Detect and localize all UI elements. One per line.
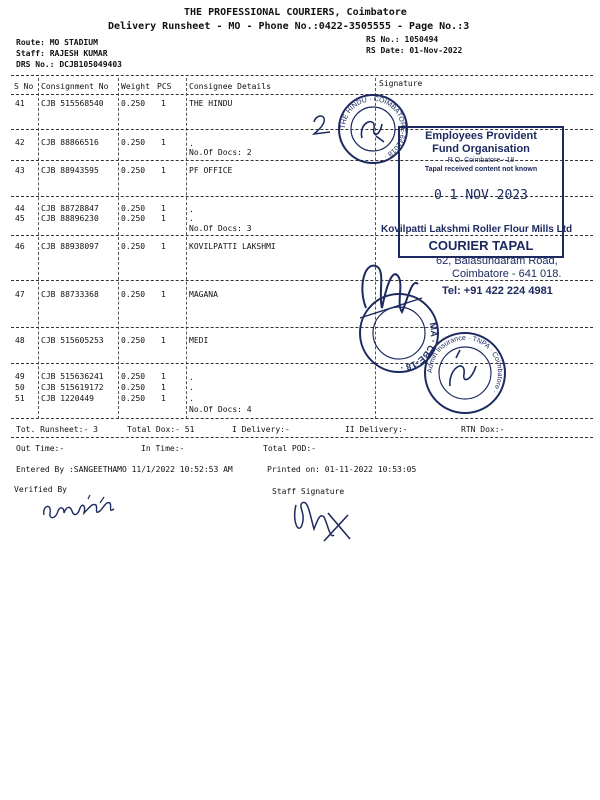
pf-date: 0 1 NOV 2023 bbox=[434, 188, 528, 203]
row-weight: 0.250 bbox=[121, 166, 146, 175]
drs-number: DRS No.: DCJB105049403 bbox=[16, 60, 122, 69]
row-sno: 43 bbox=[15, 166, 25, 175]
row-consignee: MAGANA bbox=[189, 290, 218, 299]
rule-bottom bbox=[11, 418, 593, 419]
company-name: THE PROFESSIONAL COURIERS, Coimbatore bbox=[184, 7, 407, 18]
row-weight: 0.250 bbox=[121, 214, 146, 223]
rule-top bbox=[11, 75, 593, 76]
col-header-sno: S No bbox=[14, 82, 34, 91]
row-weight: 0.250 bbox=[121, 394, 146, 403]
col-header-consignee: Consignee Details bbox=[189, 82, 271, 91]
row-pcs: 1 bbox=[161, 336, 166, 345]
rs-number: RS No.: 1050494 bbox=[366, 35, 439, 44]
row-weight: 0.250 bbox=[121, 99, 146, 108]
pf-line1: Employees Provident bbox=[425, 130, 537, 142]
row-pcs: 1 bbox=[161, 204, 166, 213]
rtn-dox: RTN Dox:- bbox=[461, 425, 505, 434]
ma-stamp-ring-text: MA · CBE-18 · bbox=[399, 321, 440, 373]
row-consignee: THE HINDU bbox=[189, 99, 233, 108]
lakshmi-line1: Kovilpatti Lakshmi Roller Flour Mills Ltd bbox=[381, 224, 573, 235]
row-weight: 0.250 bbox=[121, 204, 146, 213]
total-runsheet: Tot. Runsheet:- 3 bbox=[16, 425, 98, 434]
row-consignment: CJB 1220449 bbox=[41, 394, 94, 403]
row-consignee: . bbox=[189, 373, 194, 382]
row-consignment: CJB 88728847 bbox=[41, 204, 99, 213]
pf-line4: Tapal received content not known bbox=[424, 166, 538, 173]
staff-signature-label: Staff Signature bbox=[272, 487, 345, 496]
row-weight: 0.250 bbox=[121, 336, 146, 345]
out-time: Out Time:- bbox=[16, 444, 65, 453]
lakshmi-line4: Tel: +91 422 224 4981 bbox=[442, 285, 553, 297]
row-consignment: CJB 515619172 bbox=[41, 383, 104, 392]
row-pcs: 1 bbox=[161, 383, 166, 392]
docs-count: No.Of Docs: 4 bbox=[189, 405, 252, 414]
row-consignee: . bbox=[189, 383, 194, 392]
row-sno: 47 bbox=[15, 290, 25, 299]
entered-by: Entered By :SANGEETHAMO 11/1/2022 10:52:53 AM bbox=[16, 465, 233, 474]
row-sno: 41 bbox=[15, 99, 25, 108]
row-consignee: . bbox=[189, 205, 194, 214]
row-sno: 48 bbox=[15, 336, 25, 345]
total-dox: Total Dox:- 51 bbox=[127, 425, 195, 434]
pf-bottom: COURIER TAPAL bbox=[428, 238, 534, 253]
handwritten-mark bbox=[310, 112, 340, 138]
row-consignment: CJB 515636241 bbox=[41, 372, 104, 381]
row-consignee: . bbox=[189, 394, 194, 403]
row-sno: 45 bbox=[15, 214, 25, 223]
verifier-signature bbox=[40, 493, 140, 528]
pf-line2: Fund Organisation bbox=[432, 143, 530, 155]
row-weight: 0.250 bbox=[121, 138, 146, 147]
row-pcs: 1 bbox=[161, 138, 166, 147]
row-weight: 0.250 bbox=[121, 372, 146, 381]
ii-delivery: II Delivery:- bbox=[345, 425, 408, 434]
row-rule bbox=[11, 280, 593, 281]
row-consignee: KOVILPATTI LAKSHMI bbox=[189, 242, 276, 251]
pf-office-stamp bbox=[398, 126, 564, 258]
row-consignment: CJB 88938097 bbox=[41, 242, 99, 251]
hindu-stamp-ring-text: THE HINDU · COIMBATORE-641018 · bbox=[339, 95, 407, 160]
lakshmi-line2: 62, Balasundaram Road, bbox=[436, 255, 558, 267]
row-weight: 0.250 bbox=[121, 290, 146, 299]
printed-on: Printed on: 01-11-2022 10:53:05 bbox=[267, 465, 417, 474]
row-pcs: 1 bbox=[161, 214, 166, 223]
row-sno: 42 bbox=[15, 138, 25, 147]
staff: Staff: RAJESH KUMAR bbox=[16, 49, 108, 58]
docs-count: No.Of Docs: 2 bbox=[189, 148, 252, 157]
row-pcs: 1 bbox=[161, 99, 166, 108]
row-consignee: . bbox=[189, 214, 194, 223]
row-consignment: CJB 88943595 bbox=[41, 166, 99, 175]
row-pcs: 1 bbox=[161, 394, 166, 403]
row-sno: 50 bbox=[15, 383, 25, 392]
row-weight: 0.250 bbox=[121, 383, 146, 392]
rs-date: RS Date: 01-Nov-2022 bbox=[366, 46, 463, 55]
row-sno: 46 bbox=[15, 242, 25, 251]
row-consignment: CJB 88733368 bbox=[41, 290, 99, 299]
insurance-stamp bbox=[420, 328, 510, 418]
col-header-pcs: PCS bbox=[157, 82, 172, 91]
rule-totals bbox=[11, 437, 593, 438]
row-pcs: 1 bbox=[161, 372, 166, 381]
lakshmi-line3: Coimbatore - 641 018. bbox=[452, 268, 562, 280]
runsheet-title: Delivery Runsheet - MO - Phone No.:0422-3505555 - Page No.:3 bbox=[108, 21, 470, 32]
pf-line3: R.O. Coimbatore - 18 bbox=[447, 157, 515, 164]
row-weight: 0.250 bbox=[121, 242, 146, 251]
row-sno: 49 bbox=[15, 372, 25, 381]
row-consignee: MEDI bbox=[189, 336, 209, 345]
row-pcs: 1 bbox=[161, 242, 166, 251]
col-header-consignment: Consignment No bbox=[41, 82, 109, 91]
staff-signature bbox=[288, 495, 358, 545]
col-header-signature: Signature bbox=[379, 79, 423, 88]
row-sno: 44 bbox=[15, 204, 25, 213]
row-pcs: 1 bbox=[161, 166, 166, 175]
in-time: In Time:- bbox=[141, 444, 185, 453]
route: Route: MO STADIUM bbox=[16, 38, 98, 47]
row-consignment: CJB 515605253 bbox=[41, 336, 104, 345]
col-header-weight: Weight bbox=[121, 82, 150, 91]
total-pod: Total POD:- bbox=[263, 444, 316, 453]
verified-by-label: Verified By bbox=[14, 485, 67, 494]
row-consignment: CJB 88896230 bbox=[41, 214, 99, 223]
i-delivery: I Delivery:- bbox=[232, 425, 290, 434]
row-consignee: . bbox=[189, 139, 194, 148]
docs-count: No.Of Docs: 3 bbox=[189, 224, 252, 233]
row-consignment: CJB 88866516 bbox=[41, 138, 99, 147]
row-sno: 51 bbox=[15, 394, 25, 403]
row-pcs: 1 bbox=[161, 290, 166, 299]
insurance-stamp-ring-text: Admin Insurance · TNPA · Coimbatore · bbox=[426, 334, 504, 395]
row-consignment: CJB 515568540 bbox=[41, 99, 104, 108]
row-consignee: PF OFFICE bbox=[189, 166, 233, 175]
rule-header bbox=[11, 94, 593, 95]
